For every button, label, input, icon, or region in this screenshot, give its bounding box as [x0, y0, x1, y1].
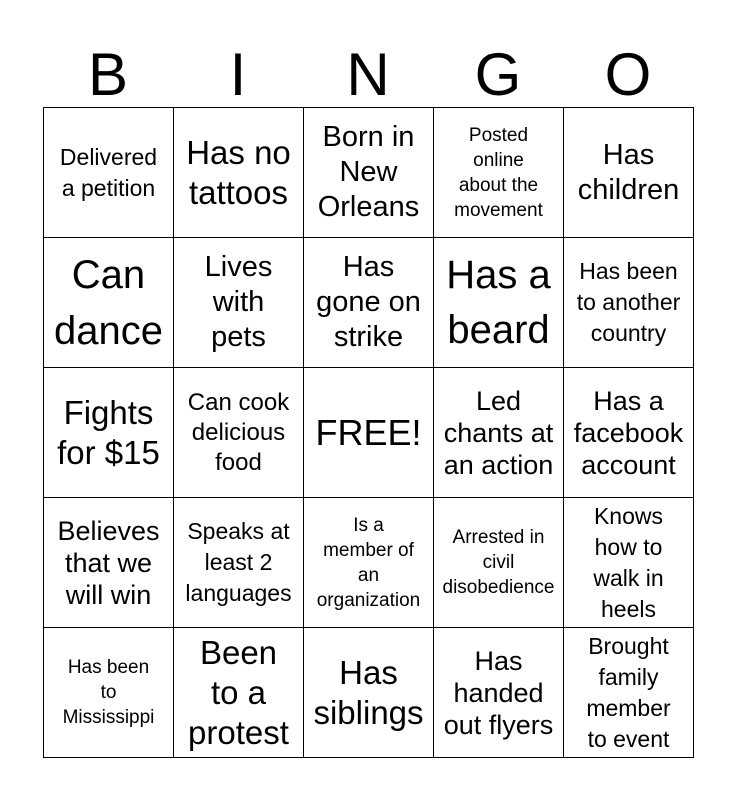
cell-text: Delivered a petition [59, 143, 158, 201]
bingo-cell[interactable] [44, 368, 174, 498]
cell-text: Lives with pets [204, 251, 273, 353]
cell-text: Has a beard [446, 252, 551, 352]
bingo-cell[interactable] [434, 628, 564, 758]
cell-text: Has no tattoos [186, 133, 291, 211]
bingo-cell[interactable] [304, 628, 434, 758]
bingo-cell[interactable] [304, 108, 434, 238]
cell-text: Has been to another country [576, 258, 681, 346]
header-letter-n: N [346, 41, 390, 108]
bingo-cell[interactable] [174, 368, 304, 498]
cell-text: Has been to Mississippi [62, 657, 155, 728]
bingo-cell[interactable] [174, 108, 304, 238]
bingo-cell[interactable] [174, 238, 304, 368]
cell-text: Has children [577, 138, 680, 206]
cell-text: Is a member of an organization [316, 514, 421, 611]
bingo-cell[interactable] [434, 108, 564, 238]
cell-text: Brought family member to event [586, 632, 671, 752]
bingo-cell[interactable] [174, 498, 304, 628]
header-letter-o: O [604, 41, 652, 108]
cell-text: Has a facebook account [573, 385, 684, 480]
bingo-cell[interactable] [44, 498, 174, 628]
bingo-cell[interactable] [44, 238, 174, 368]
bingo-cell[interactable] [44, 628, 174, 758]
cell-text: Born in New Orleans [317, 121, 420, 223]
bingo-cell[interactable] [44, 108, 174, 238]
cell-text: Has handed out flyers [443, 645, 554, 740]
free-space-label: FREE! [315, 411, 422, 453]
cell-text: Knows how to walk in heels [593, 502, 664, 622]
cell-text: Led chants at an action [443, 385, 554, 480]
header-letter-i: I [229, 41, 247, 108]
cell-text: Has siblings [313, 653, 424, 731]
cell-text: Has gone on strike [316, 251, 421, 353]
cell-text: Can dance [54, 252, 163, 353]
cell-text: Believes that we will win [57, 515, 160, 610]
cell-text: Speaks at least 2 languages [185, 518, 292, 606]
bingo-cell[interactable] [564, 628, 694, 758]
cell-text: Can cook delicious food [187, 388, 290, 476]
bingo-cell[interactable] [304, 498, 434, 628]
bingo-cell[interactable] [434, 238, 564, 368]
bingo-cell[interactable] [564, 238, 694, 368]
bingo-cell[interactable] [434, 498, 564, 628]
header-letter-g: G [474, 41, 522, 108]
cell-text: Fights for $15 [57, 393, 160, 471]
cell-text: Posted online about the movement [454, 124, 543, 221]
cell-text: Arrested in civil disobedience [442, 527, 555, 598]
bingo-cell[interactable] [564, 498, 694, 628]
bingo-cell[interactable] [434, 368, 564, 498]
bingo-cell[interactable] [174, 628, 304, 758]
bingo-cell[interactable] [564, 368, 694, 498]
bingo-cell[interactable] [564, 108, 694, 238]
bingo-cell[interactable] [304, 238, 434, 368]
bingo-header [43, 40, 693, 110]
header-letter-b: B [87, 41, 129, 108]
cell-text: Been to a protest [188, 633, 289, 751]
free-space[interactable] [304, 368, 434, 498]
bingo-board [43, 107, 694, 758]
